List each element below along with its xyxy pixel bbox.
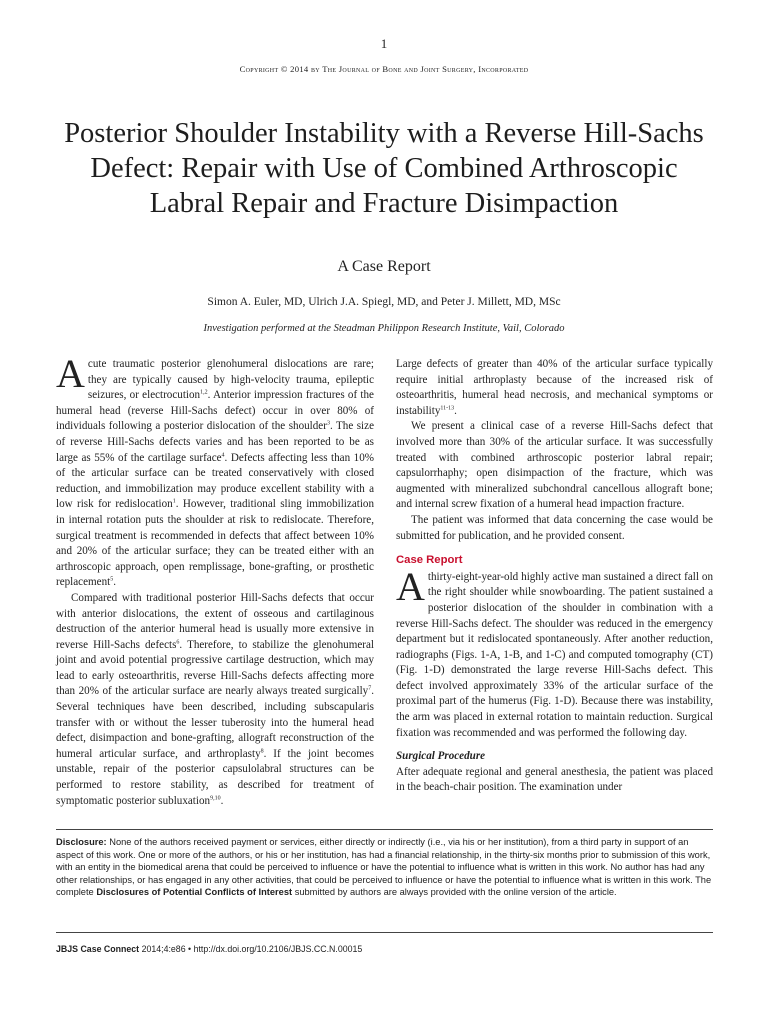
reference-marker: 1,2 bbox=[200, 389, 208, 396]
intro-paragraph-2: Compared with traditional posterior Hill-Sachs defects that occur with anterior dislocations, the extent of osseous and cartilaginous destruction of the anterior humeral head is usually more extensive in reverse Hill-Sachs defects$^6$. Therefore, to stabilize the glenohumeral joint and avoid potential progressive cartilage destruction, which may lead to early osteoarthritis, reverse Hill-Sachs defects affecting more than 20% of the articular surface are nearly always treated surgically$^7$. Several techniques have been described, including subscapularis transfer with or without the lesser tuberosity into the humeral head defect, disimpaction and bone-grafting, allograft reconstruction of the humeral articular surface, and arthroplasty$^8$. If the joint becomes unstable, repair of the posterior capsulolabral structures can be performed to restore stability, as described for treatment of symptomatic posterior subluxation$^{9,10}$. bbox=[56, 591, 375, 807]
author-list: Simon A. Euler, MD, Ulrich J.A. Spiegl, MD, and Peter J. Millett, MD, MSc bbox=[207, 296, 561, 308]
disclosure-label: Disclosure: bbox=[56, 837, 107, 847]
surgical-procedure-paragraph: After adequate regional and general anesthesia, the patient was placed in the beach-chair position. The examination under bbox=[396, 765, 713, 794]
reference-marker: 8 bbox=[260, 748, 264, 755]
intro-paragraph-4: We present a clinical case of a reverse Hill-Sachs defect that involved more than 30% of the articular surface. It was successfully treated with combined arthroscopic posterior labral repair; capsulorrhaphy; open disimpaction of the fracture, which was augmented with mineralized subchondral cancellous allograft bone; and internal screw fixation of a humeral head impaction fracture. bbox=[396, 420, 713, 511]
disclosure-statement: Disclosure: None of the authors received payment or services, either directly or indirectly (i.e., via his or her institution), from a third party in support of an aspect of this work. One or more of the authors, or his or her institution, has had a financial relationship, in the thirty-six months prior to submission of this work, with an entity in the biomedical arena that could be perceived to influence or have the potential to influence what is written in this work. No author has had any other relationships, or has engaged in any other activities, that could be perceived to influence or have the potential to influence what is written in this work. The complete Disclosures of Potential Conflicts of Interest submitted by authors are always provided with the online version of the article. bbox=[56, 837, 712, 898]
article-subtitle: A Case Report bbox=[337, 258, 431, 275]
right-column bbox=[396, 357, 713, 796]
intro-paragraph-3: Large defects of greater than 40% of the articular surface typically require initial arthroplasty because of the increased risk of osteoarthritis, humeral head necrosis, and mechanical symptoms or instability$^{11-13}$. bbox=[396, 358, 713, 417]
intro-paragraph-5: The patient was informed that data concerning the case would be submitted for publication, and he provided consent. bbox=[396, 513, 713, 542]
affiliation: Investigation performed at the Steadman Philippon Research Institute, Vail, Colorado bbox=[203, 323, 565, 334]
reference-marker: 11-13 bbox=[440, 405, 455, 412]
drop-cap: A bbox=[56, 351, 85, 396]
article-title: Posterior Shoulder Instability with a Reverse Hill-Sachs Defect: Repair with Use of Combined Arthroscopic Labral Repair and Fracture Disimpaction bbox=[64, 118, 704, 219]
reference-marker: 7 bbox=[368, 685, 372, 692]
reference-marker: 9,10 bbox=[210, 794, 221, 801]
copyright-line: Copyright © 2014 by The Journal of Bone and Joint Surgery, Incorporated bbox=[239, 64, 529, 74]
case-report-paragraph-1: A thirty-eight-year-old highly active man sustained a direct fall on the right shoulder while snowboarding. The patient sustained a posterior dislocation of the shoulder in combination with a reverse Hill-Sachs defect. The shoulder was reduced in the emergency department but it redislocated spontaneously. After another reduction, radiographs (Figs. 1-A, 1-B, and 1-C) and computed tomography (CT) (Fig. 1-D) demonstrated the large reverse Hill-Sachs defect. This defect involved approximately 33% of the articular surface of the proximal part of the humerus (Fig. 1-D). Because there was instability, the arm was placed in external rotation to maintain reduction. Surgical fixation was recommended and was performed the following day. bbox=[396, 563, 713, 739]
doi-link[interactable]: http://dx.doi.org/10.2106/JBJS.CC.N.00015 bbox=[191, 944, 363, 954]
reference-marker: 4 bbox=[221, 451, 225, 458]
reference-marker: 1 bbox=[172, 498, 176, 505]
journal-name: JBJS Case Connect bbox=[56, 944, 140, 954]
intro-paragraph-1: Acute traumatic posterior glenohumeral dislocations are rare; they are typically caused by high-velocity trauma, epileptic seizures, or electrocution$^{1,2}$. Anterior impression fractures of the humeral head (reverse Hill-Sachs defect) occur in over 80% of individuals following a posterior dislocation of the shoulder$^3$. The size of reverse Hill-Sachs defects varies and has been reported to be as large as 55% of the cartilage surface$^4$. Defects affecting less than 10% of the articular surface can be treated conservatively with closed reduction, and immobilization may produce excellent stability with a low risk for redislocation$^1$. However, traditional sling immobilization in internal rotation puts the shoulder at risk to redislocate. Therefore, surgical treatment is recommended in defects that affect between 10% and 20% of the articular surface; they can be treated either with an arthroscopic approach, open remplissage, bone-grafting, or prosthetic replacement$^5$. bbox=[56, 351, 374, 589]
reference-marker: 6 bbox=[176, 639, 180, 645]
divider bbox=[56, 932, 713, 933]
divider bbox=[56, 829, 713, 830]
left-column bbox=[56, 351, 375, 809]
page-number: 1 bbox=[380, 36, 388, 51]
drop-cap: A bbox=[396, 563, 425, 609]
bullet-separator: • bbox=[188, 944, 192, 954]
reference-marker: 5 bbox=[110, 576, 114, 583]
disclosure-link[interactable]: Disclosures of Potential Conflicts of Interest bbox=[96, 887, 293, 898]
section-heading-case-report: Case Report bbox=[396, 554, 463, 567]
footer-citation: JBJS Case Connect 2014;4:e86 • http://dx.doi.org/10.2106/JBJS.CC.N.00015 bbox=[56, 944, 363, 954]
reference-marker: 3 bbox=[326, 420, 330, 427]
subheading-surgical-procedure: Surgical Procedure bbox=[396, 750, 486, 763]
